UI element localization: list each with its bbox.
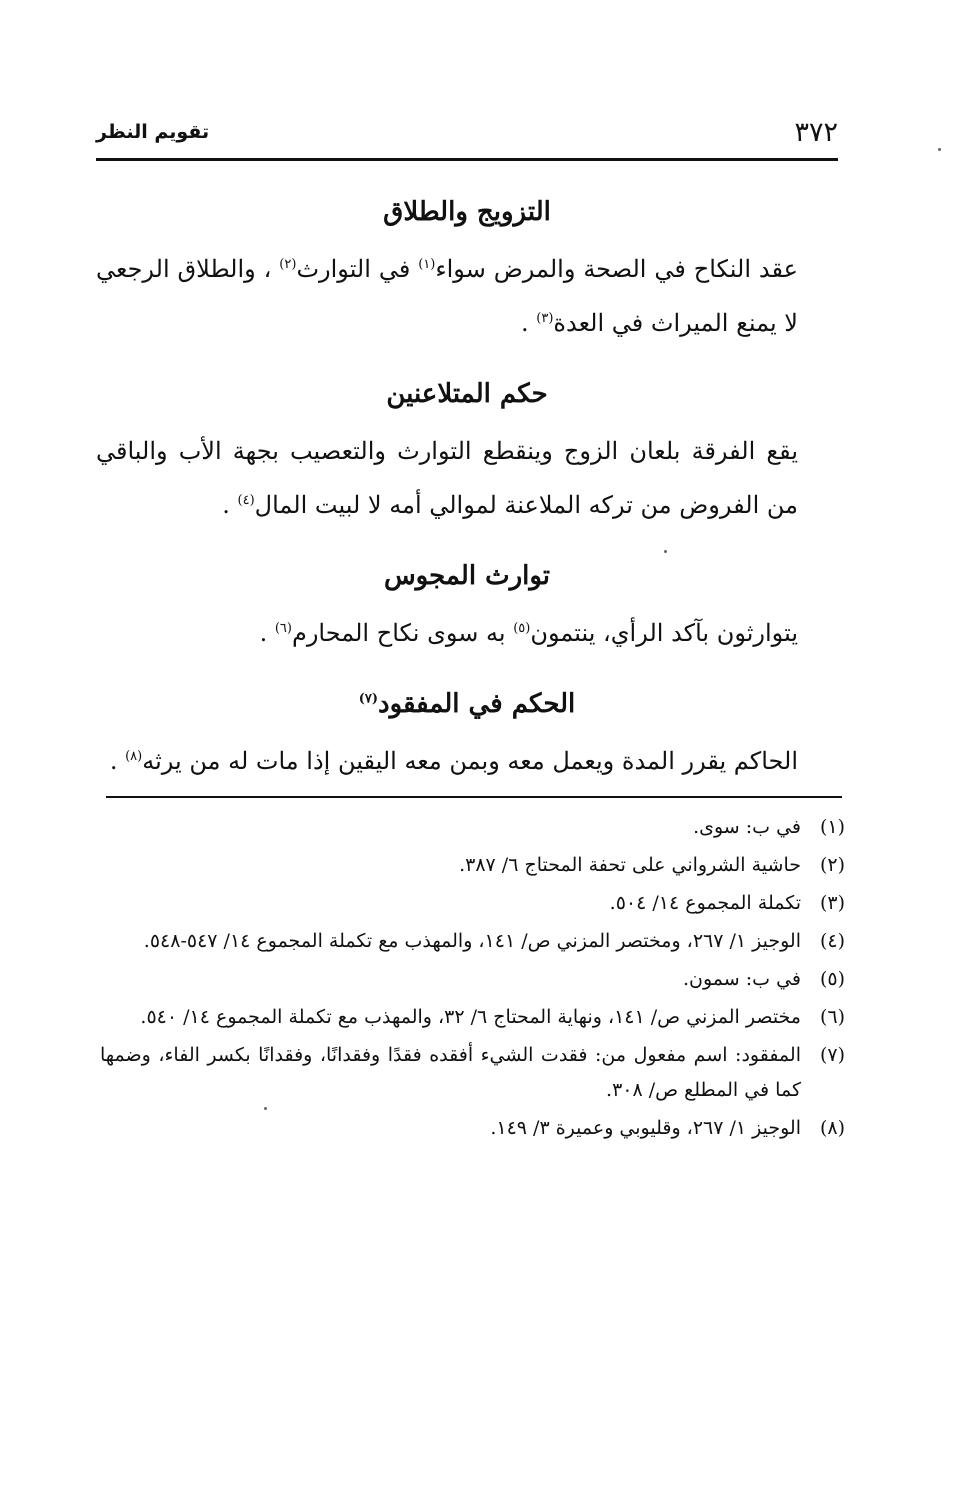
footnote-item xyxy=(100,1111,845,1146)
header-rule xyxy=(96,158,838,161)
footnote-item xyxy=(100,810,845,845)
section-paragraph: يقع الفرقة بلعان الزوج وينقطع التوارث والتعصيب بجهة الأب والباقي من الفروض من تركه الملاعنة لموالي أمه لا لبيت المال$^{(٤)}$ . xyxy=(96,437,798,519)
footnote-text: في ب: سوى. xyxy=(693,816,801,838)
footnote-marker[interactable]: (٤) xyxy=(237,493,255,508)
scan-speck xyxy=(664,550,667,553)
footnote-number: (٨) xyxy=(819,1117,845,1139)
footnote-item xyxy=(100,1000,845,1035)
section-title: توارث المجوس xyxy=(383,561,551,591)
footnote-number: (١) xyxy=(819,816,845,838)
section-paragraph: يتوارثون بآكد الرأي، ينتمون$^{(٥)}$ به سوى نكاح المحارم$^{(٦)}$ . xyxy=(259,619,798,647)
main-text xyxy=(96,178,838,802)
footnote-item xyxy=(100,848,845,883)
scan-speck xyxy=(938,148,941,151)
footnote-text: المفقود: اسم مفعول من: فقدت الشيء أفقده فقدًا وفقدانًا، وفقدانًا بكسر الفاء، وضمها كما في المطلع ص/ ٣٠٨. xyxy=(100,1044,801,1101)
section-marriage-divorce xyxy=(96,182,838,350)
page-number: ٣٧٢ xyxy=(794,116,838,148)
footnote-marker[interactable]: (٧) xyxy=(358,691,378,707)
scan-speck xyxy=(264,1107,267,1110)
running-title: تقويم النظر xyxy=(96,121,210,143)
footnote-item xyxy=(100,886,845,921)
footnote-text: حاشية الشرواني على تحفة المحتاج ٦/ ٣٨٧. xyxy=(459,854,801,876)
footnote-item xyxy=(100,924,845,959)
footnote-text: الوجيز ١/ ٢٦٧، وقليوبي وعميرة ٣/ ١٤٩. xyxy=(490,1117,801,1139)
footnote-marker[interactable]: (٢) xyxy=(279,257,297,272)
footnote-marker[interactable]: (٥) xyxy=(513,621,531,636)
section-paragraph: عقد النكاح في الصحة والمرض سواء$^{(١)}$ في التوارث$^{(٢)}$ ، والطلاق الرجعي لا يمنع الميراث في العدة$^{(٣)}$ . xyxy=(96,255,798,337)
footnote-number: (٤) xyxy=(819,930,845,952)
footnotes-list xyxy=(100,810,845,1149)
footnote-number: (٦) xyxy=(819,1006,845,1028)
section-title: الحكم في المفقود$^{(٧)}$ xyxy=(358,689,576,719)
section-missing-person xyxy=(96,674,838,788)
footnote-marker[interactable]: (٨) xyxy=(125,749,143,764)
footnote-text: تكملة المجموع ١٤/ ٥٠٤. xyxy=(609,892,801,914)
footnote-text: في ب: سمون. xyxy=(683,968,801,990)
section-magi-inheritance xyxy=(96,546,838,660)
footnote-item xyxy=(100,1038,845,1108)
footnote-text: مختصر المزني ص/ ١٤١، ونهاية المحتاج ٦/ ٣٢، والمهذب مع تكملة المجموع ١٤/ ٥٤٠. xyxy=(140,1006,801,1028)
section-paragraph: الحاكم يقرر المدة ويعمل معه وبمن معه اليقين إذا مات له من يرثه$^{(٨)}$ . xyxy=(109,747,798,775)
footnote-number: (٣) xyxy=(819,892,845,914)
footnote-marker[interactable]: (٣) xyxy=(536,311,554,326)
footnote-text: الوجيز ١/ ٢٦٧، ومختصر المزني ص/ ١٤١، والمهذب مع تكملة المجموع ١٤/ ٥٤٧-٥٤٨. xyxy=(143,930,801,952)
footnote-number: (٢) xyxy=(819,854,845,876)
footnote-marker[interactable]: (٦) xyxy=(274,621,292,636)
section-title: حكم المتلاعنين xyxy=(386,379,548,409)
running-header xyxy=(96,112,838,152)
footnote-marker[interactable]: (١) xyxy=(418,257,436,272)
footnote-number: (٥) xyxy=(819,968,845,990)
section-mutual-imprecation xyxy=(96,364,838,532)
footnote-item xyxy=(100,962,845,997)
section-title: التزويج والطلاق xyxy=(383,197,551,227)
footnote-separator xyxy=(106,796,842,798)
footnote-number: (٧) xyxy=(819,1044,845,1066)
